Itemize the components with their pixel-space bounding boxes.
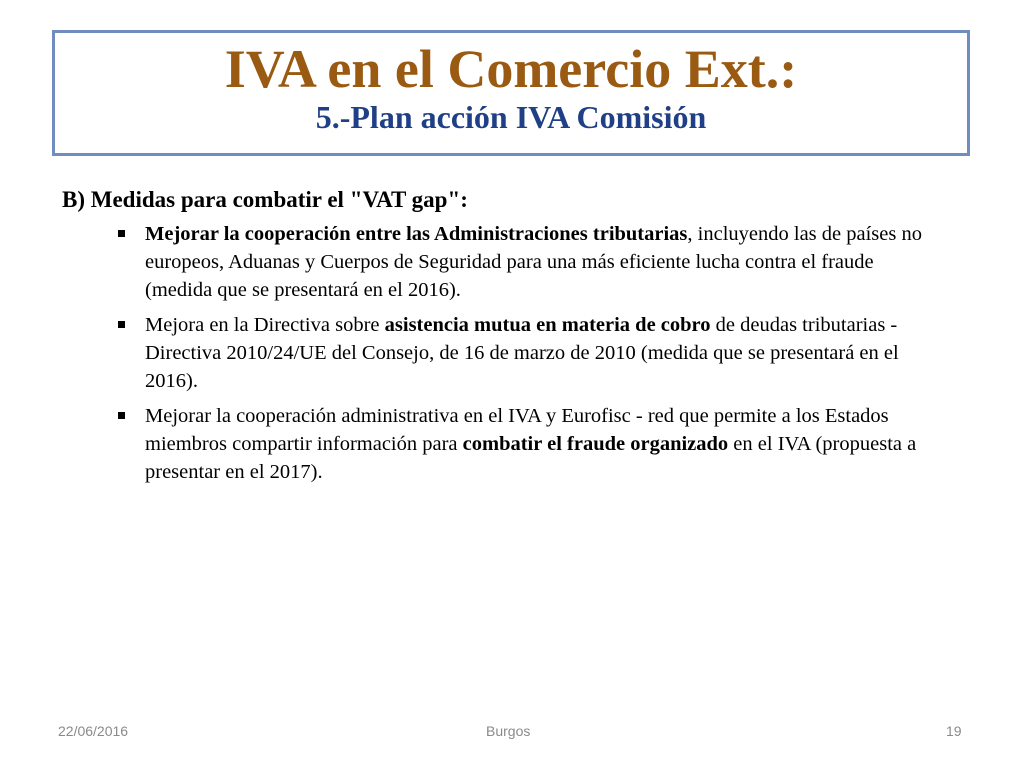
bullet-text-bold: asistencia mutua en materia de cobro [384, 314, 711, 336]
bullet-text: Mejorar la cooperación administrativa en el IVA y Eurofisc - red que permite a los Estados miembros compartir información para [145, 405, 889, 455]
bullet-list [62, 220, 942, 486]
bullet-text: en el IVA (propuesta a presentar en el 2017). [145, 433, 917, 483]
bullet-item [118, 402, 942, 486]
bullet-item [118, 311, 942, 395]
slide-subtitle: 5.-Plan acción IVA Comisión [315, 99, 707, 135]
footer-date: 22/06/2016 [58, 723, 129, 739]
square-bullet-icon [118, 230, 125, 237]
bullet-text-bold: Mejorar la cooperación entre las Administraciones tributarias [145, 223, 688, 245]
section-heading: B) Medidas para combatir el "VAT gap": [62, 187, 468, 212]
slide-content [62, 186, 942, 493]
bullet-text: de deudas tributarias - Directiva 2010/24/UE del Consejo, de 16 de marzo de 2010 (medida que se presentará en el 2016). [145, 314, 899, 392]
bullet-item [118, 220, 942, 304]
bullet-text-bold: combatir el fraude organizado [462, 433, 729, 455]
slide-title: IVA en el Comercio Ext.: [224, 39, 798, 99]
square-bullet-icon [118, 321, 125, 328]
title-box [52, 30, 970, 156]
bullet-text: , incluyendo las de países no europeos, Aduanas y Cuerpos de Seguridad para una más eficiente lucha contra el fraude (medida que se presentará en el 2016). [145, 223, 922, 301]
square-bullet-icon [118, 412, 125, 419]
footer-page-number: 19 [946, 723, 962, 739]
bullet-text: Mejora en la Directiva sobre [145, 314, 385, 336]
footer-location: Burgos [486, 723, 531, 739]
